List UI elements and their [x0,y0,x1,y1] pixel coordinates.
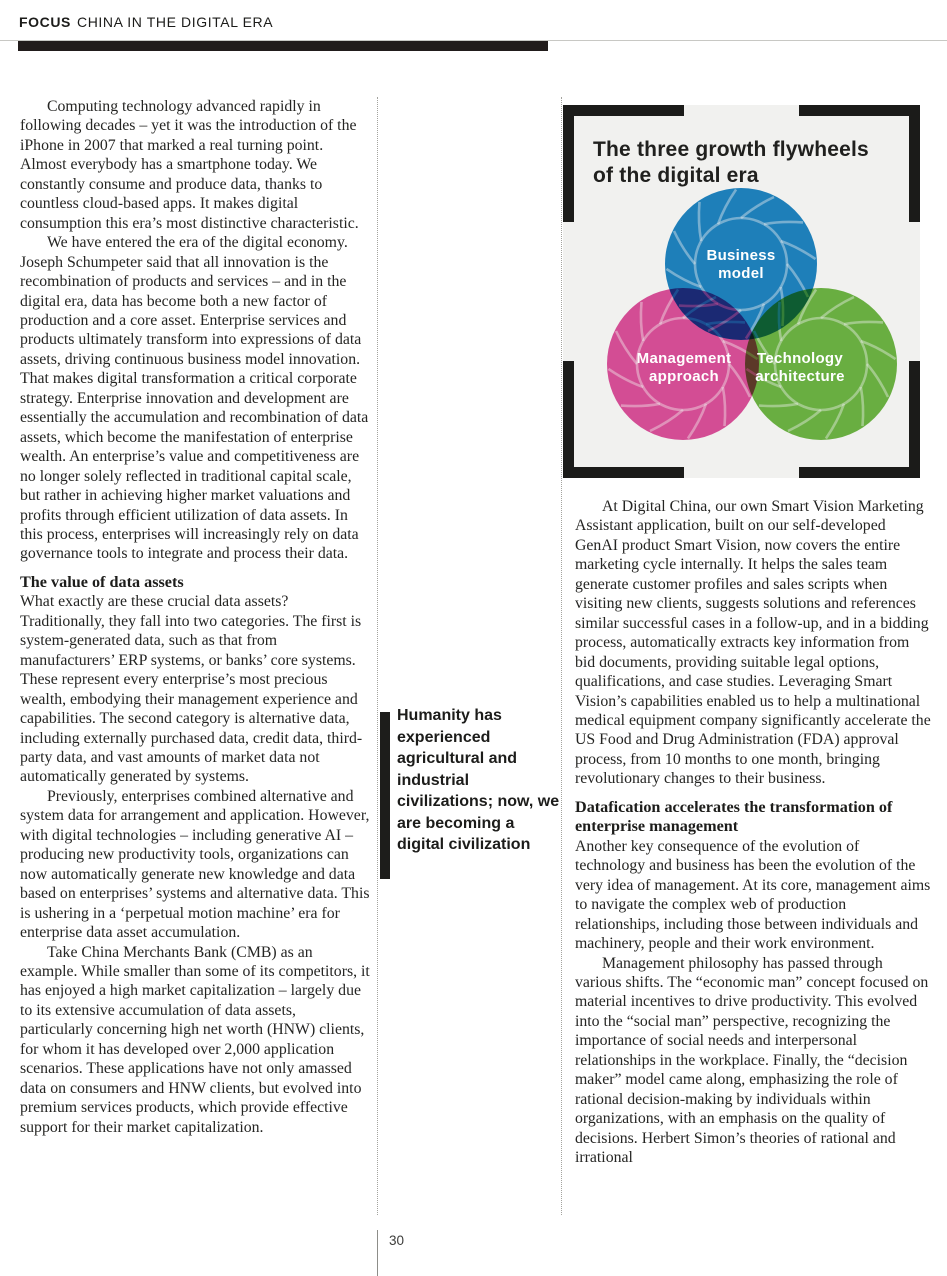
circle-label-business: Business [706,247,776,264]
frame-corner-top-left [563,105,684,222]
figure-flywheels [563,105,920,478]
paragraph: We have entered the era of the digital economy. Joseph Schumpeter said that all innovation is the recombination of products and services – and in the digital era, data has become both a new factor of production and a core asset. Enterprise services and products ultimately transform into expressions of data assets, driving continuous business model innovation. That makes digital transformation a critical corporate strategy. Enterprise innovation and development are essentially the accumulation and recombination of data assets, which become the manifestation of enterprise wealth. An enterprise’s value and competitiveness are no longer solely reflected in traditional capital scale, but rather in achieving higher market valuations and profits through efficient utilization of data assets. In this process, enterprises will increasingly rely on data governance tools to integrate and process their data. [20,234,369,563]
paragraph: Computing technology advanced rapidly in following decades – yet it was the introduction of the iPhone in 2007 that marked a real turning point. Almost everybody has a smartphone today. We constantly consume and produce data, thanks to countless cloud-based apps. It makes digital consumption this era’s most distinctive characteristic. [20,98,359,232]
column-separator-left [377,97,378,1215]
header-title: CHINA IN THE DIGITAL ERA [77,14,274,30]
circle-label-management: Management [636,350,732,367]
article-column-right [575,497,931,1168]
paragraph: Take China Merchants Bank (CMB) as an example. While smaller than some of its competitors, it has enjoyed a high market capitalization – largely due to its extensive accumulation of data assets, particularly concerning high net worth (HNW) clients, for whom it has developed over 2,000 application scenarios. These applications have not only amassed data on consumers and HNW clients, but evolved into premium services products, which provide effective support for their market capitalization. [20,943,370,1136]
frame-corner-top-right [799,105,920,222]
circle-label-technology: Technology [756,350,844,367]
frame-corner-bottom-left [563,361,684,478]
article-column-left [20,97,370,1137]
pull-quote-bar [380,712,390,879]
paragraph: Management philosophy has passed through various shifts. The “economic man” concept focused on material incentives to drive productivity. This evolved into the “social man” perspective, recognizing the importance of social needs and interpersonal relationships in the workplace. Finally, the “decision maker” model came along, emphasizing the role of rational decision-making by individuals within organizations, with an emphasis on the quality of decisions. Herbert Simon’s theories of rational and irrational [575,954,929,1167]
page-number: 30 [389,1233,405,1248]
paragraph: Previously, enterprises combined alternative and system data for arrangement and application. However, with digital technologies – including generative AI – producing new productivity tools, organizations can now automatically generate new knowledge and data based on enterprises’ systems and alternative data. This is ushering in a ‘perpetual motion machine’ era for enterprise data asset accumulation. [20,787,370,942]
header-kicker: FOCUS [19,14,71,30]
folio-rule [377,1230,378,1276]
circle-label-management-2: approach [649,368,719,385]
column-separator-right [561,97,562,1215]
section-heading: Datafication accelerates the transformation of enterprise management [575,797,893,836]
paragraph: Another key consequence of the evolution of technology and business has been the evolution of the very idea of management. At its core, management aims to navigate the complex web of production relationships, including those between individuals and machinery, people and their work environment. [575,837,931,953]
paragraph: At Digital China, our own Smart Vision Marketing Assistant application, built on our self-developed GenAI product Smart Vision, now covers the entire marketing cycle internally. It helps the sales team generate customer profiles and sales scripts when visiting new clients, suggests solutions and references similar successful cases in a follow-up, and in a bidding process, automatically extracts key information from bid documents, providing suitable legal options, qualifications, and case studies. Leveraging Smart Vision’s capabilities enabled us to help a multinational medical equipment company significantly accelerate the US Food and Drug Administration (FDA) approval process, from 10 months to one month, bringing revolutionary changes to their business. [575,498,931,788]
frame-corner-bottom-right [799,361,920,478]
pull-quote: Humanity has experienced agricultural and industrial civilizations; now, we are becoming a digital civilization [397,707,560,853]
circle-label-technology-2: architecture [755,368,845,385]
section-heading: The value of data assets [20,572,184,591]
figure-title-line1: The three growth flywheels [593,138,869,161]
figure-title-line2: of the digital era [593,163,759,187]
header-text [19,14,273,30]
circle-label-business-2: model [718,265,764,282]
paragraph: What exactly are these crucial data assets? Traditionally, they fall into two categories. The first is system-generated data, such as that from manufacturers’ ERP systems, or banks’ core systems. These represent every enterprise’s most precious wealth, embodying their management experience and capabilities. The second category is alternative data, including externally purchased data, credit data, third-party data, and vast amounts of market data not automatically generated by systems. [20,593,363,786]
header-accent-bar [18,41,548,51]
